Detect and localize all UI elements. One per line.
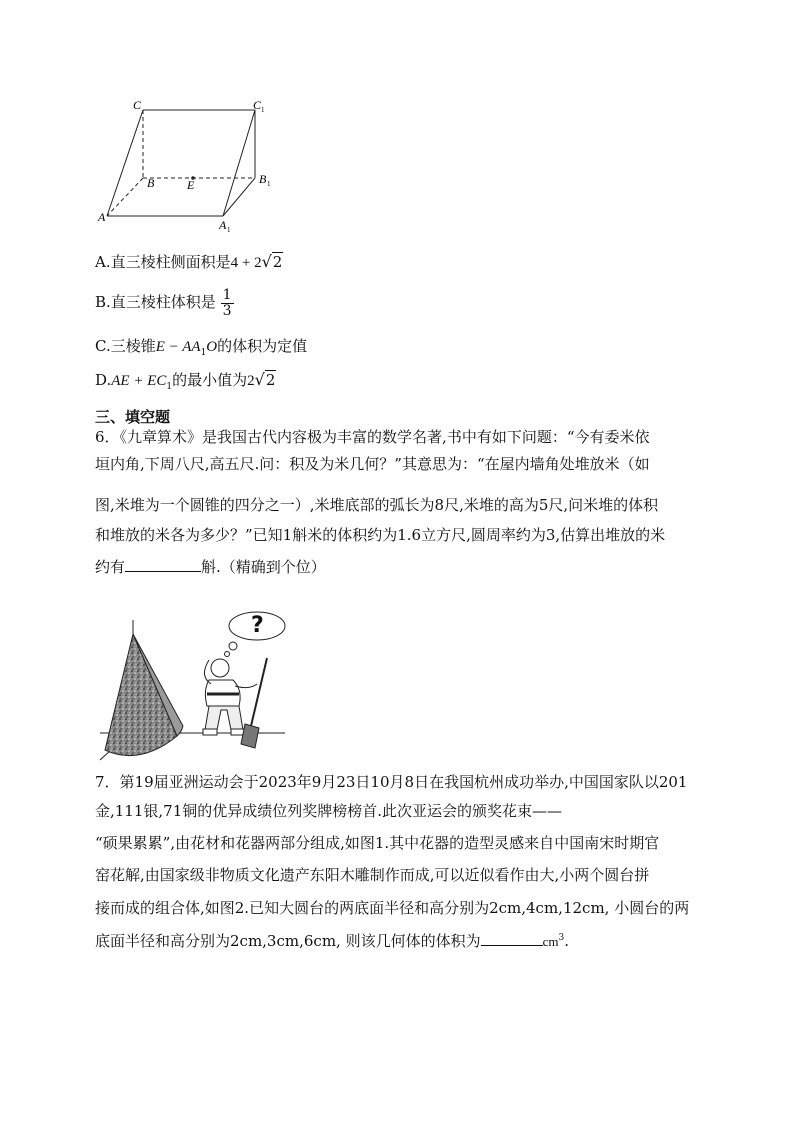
q7-unit: cm [542,934,559,949]
label-b1-sub: 1 [267,180,271,188]
option-b [95,284,234,320]
option-d-math: AE + EC [111,373,167,389]
label-b: B [147,176,155,190]
option-c [95,336,307,363]
q6-prefix: 约有 [95,558,126,576]
q7-line-6 [95,928,569,952]
q6-suffix: 斛.（精确到个位） [201,558,326,576]
option-a-text: A.直三棱柱侧面积是 [95,253,231,271]
section-title: 三、填空题 [95,408,171,426]
option-d-text: D. [95,371,112,389]
fraction-numerator: 1 [222,286,232,303]
option-b-fraction [221,288,234,319]
q7-unit-exp: 3 [558,933,565,943]
option-c-suffix: 的体积为定值 [217,337,308,355]
option-a-root: 2 [272,253,283,271]
option-d: $D.AE + EC_1$的最小值为2√2 [95,370,276,392]
label-b1: B [259,172,267,186]
fraction-denominator: 3 [222,302,232,319]
label-a1: A [219,218,227,232]
option-d-mid: 的最小值为 [172,371,248,389]
option-c-math: E − AA [155,339,201,355]
q7-line-1: 7．第19届亚洲运动会于2023年9月23日10月8日在我国杭州成功举办,中国国家队以201 [95,773,688,791]
label-c: C [133,98,142,112]
rice-pile-figure [95,598,295,768]
option-d-root: 2 [265,371,276,389]
label-a1-sub: 1 [227,226,231,234]
label-e: E [187,178,195,192]
q7-line-5: 接而成的组合体,如图2.已知大圆台的两底面半径和高分别为2cm,4cm,12cm, 小圆台的两 [95,899,690,917]
option-a-math: 4 + 2 [230,255,262,271]
q6-line-3: 图,米堆为一个圆锥的四分之一）,米堆底部的弧长为8尺,米堆的高为5尺,问米堆的体积 [95,496,659,514]
option-c-sub: 1 [200,348,207,358]
q6-line-5 [95,557,326,577]
q6-line-1: 6．《九章算术》是我国古代内容极为丰富的数学名著,书中有如下问题：“今有委米依 [95,428,650,446]
option-c-text: C.三棱锥 [95,337,156,355]
option-d-coef: 2 [247,373,255,389]
question-mark: ? [251,613,264,638]
option-c-math-o: O [206,339,218,355]
q7-line-4: 窑花解,由国家级非物质文化遗产东阳木雕制作而成,可以近似看作由大,小两个圆台拼 [95,866,650,884]
option-d-sub: 1 [166,382,173,392]
q7-prefix: 底面半径和高分别为2cm,3cm,6cm, 则该几何体的体积为 [95,932,481,950]
q7-line-2: 金,111银,71铜的优异成绩位列奖牌榜榜首.此次亚运会的颁奖花束—— [95,802,563,820]
q6-line-2: 垣内角,下周八尺,高五尺.问：积及为米几何？”其意思为：“在屋内墙角处堆放米（如 [95,455,650,473]
q7-end: . [564,932,569,950]
q7-line-3: “硕果累累”,由花材和花器两部分组成,如图1.其中花器的造型灵感来自中国南宋时期官 [95,834,660,852]
answer-blank-q6 [125,557,201,572]
q6-line-4: 和堆放的米各为多少？”已知1斛米的体积约为1.6立方尺,圆周率约为3,估算出堆放的米 [95,526,666,544]
label-c1: C [253,98,262,112]
option-b-text: B.直三棱柱体积是 [95,293,216,311]
label-c1-sub: 1 [261,106,265,114]
answer-blank-q7 [481,931,543,946]
prism-figure [95,95,285,235]
option-a: A.直三棱柱侧面积是4 + 2√2 [95,252,283,271]
label-a: A [98,210,106,224]
